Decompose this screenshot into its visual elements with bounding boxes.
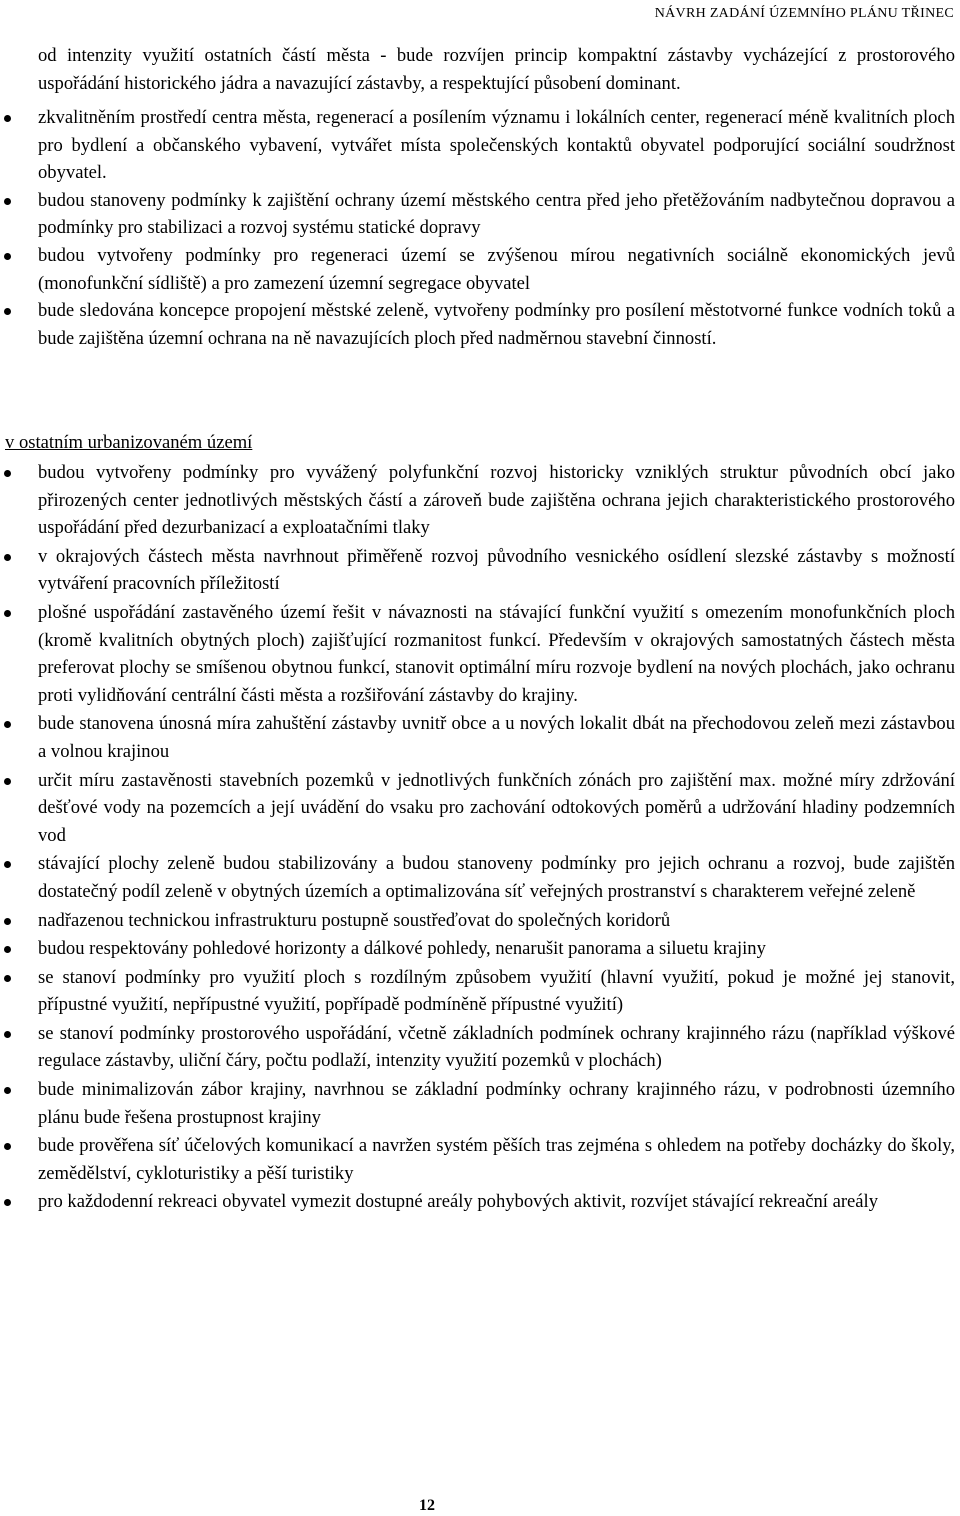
bullet-icon bbox=[4, 308, 11, 315]
bullet-icon bbox=[4, 918, 11, 925]
list-item: plošné uspořádání zastavěného území řešit v návaznosti na stávající funkční využití s omezením monofunkčních ploch (kromě kvalitních obytných ploch) zajišťující rozmanitost funkcí. Především v okrajových samostatných částech města preferovat plochy se smíšenou obytnou funkcí, stanovit optimální míru rozvoje bydlení na nových plochách, jako ochranu proti vylidňování centrální části města a rozšiřování zástavby do krajiny. bbox=[38, 599, 955, 709]
list-item: bude stanovena únosná míra zahuštění zástavby uvnitř obce a u nových lokalit dbát na přechodovou zeleň mezi zástavbou a volnou krajinou bbox=[38, 710, 955, 765]
bullet-icon bbox=[4, 198, 11, 205]
bullet-icon bbox=[4, 610, 11, 617]
section-heading: v ostatním urbanizovaném území bbox=[5, 432, 253, 453]
list-item: nadřazenou technickou infrastrukturu postupně soustřeďovat do společných koridorů bbox=[38, 907, 955, 935]
list-item: bude sledována koncepce propojení městské zeleně, vytvořeny podmínky pro posílení městotvorné funkce vodních toků a bude zajištěna územní ochrana na ně navazujících ploch před nadměrnou stavební činností. bbox=[38, 297, 955, 352]
bullet-icon bbox=[4, 1087, 11, 1094]
bullet-icon bbox=[4, 1031, 11, 1038]
list-item: budou vytvořeny podmínky pro regeneraci území se zvýšenou mírou negativních sociálně ekonomických jevů (monofunkční sídliště) a pro zamezení územní segregace obyvatel bbox=[38, 242, 955, 297]
list-item: určit míru zastavěnosti stavebních pozemků v jednotlivých funkčních zónách pro zajištění max. možné míry zdržování dešťové vody na pozemcích a její uvádění do vsaku pro zachování odtokových poměrů a udržování hladiny podzemních vod bbox=[38, 767, 955, 850]
bullet-icon bbox=[4, 778, 11, 785]
list-item: budou respektovány pohledové horizonty a dálkové pohledy, nenarušit panorama a siluetu krajiny bbox=[38, 935, 955, 963]
intro-paragraph bbox=[38, 42, 955, 97]
bullet-icon bbox=[4, 1199, 11, 1206]
list-item: bude minimalizován zábor krajiny, navrhnou se základní podmínky ochrany krajinného rázu, v podrobnosti územního plánu bude řešena prostupnost krajiny bbox=[38, 1076, 955, 1131]
page-number: 12 bbox=[419, 1497, 435, 1514]
list-item: stávající plochy zeleně budou stabilizovány a budou stanoveny podmínky pro jejich ochranu a rozvoj, bude zajištěn dostatečný podíl zeleně v obytných územích a optimalizována síť veřejných prostranství s charakterem veřejné zeleně bbox=[38, 850, 955, 905]
bullet-list-urbanized bbox=[38, 459, 955, 1217]
list-item: zkvalitněním prostředí centra města, regenerací a posílením významu i lokálních center, regenerací méně kvalitních ploch pro bydlení a občanského vybavení, vytvářet místa společenských kontaktů obyvatel podporující sociální soudržnost obyvatel. bbox=[38, 104, 955, 187]
bullet-icon bbox=[4, 1143, 11, 1150]
bullet-icon bbox=[4, 470, 11, 477]
intro-text: od intenzity využití ostatních částí města - bude rozvíjen princip kompaktní zástavby vycházející z prostorového uspořádání historického jádra a navazující zástavby, a respektující působení dominant. bbox=[38, 45, 955, 94]
bullet-icon bbox=[4, 975, 11, 982]
list-item: budou stanoveny podmínky k zajištění ochrany území městského centra před jeho přetěžováním nadbytečnou dopravou a podmínky pro stabilizaci a rozvoj systému statické dopravy bbox=[38, 187, 955, 242]
bullet-icon bbox=[4, 721, 11, 728]
bullet-icon bbox=[4, 253, 11, 260]
bullet-icon bbox=[4, 946, 11, 953]
bullet-icon bbox=[4, 115, 11, 122]
list-item: bude prověřena síť účelových komunikací a navržen systém pěších tras zejména s ohledem na potřeby docházky do školy, zemědělství, cykloturistiky a pěší turistiky bbox=[38, 1132, 955, 1187]
bullet-icon bbox=[4, 861, 11, 868]
bullet-icon bbox=[4, 554, 11, 561]
list-item: budou vytvořeny podmínky pro vyvážený polyfunkční rozvoj historicky vzniklých struktur původních obcí jako přirozených center jednotlivých městských částí a zároveň bude zajištěna ochrana jejich charakteristického prostorového uspořádání před dezurbanizací a exploatačními tlaky bbox=[38, 459, 955, 542]
list-item: se stanoví podmínky prostorového uspořádání, včetně základních podmínek ochrany krajinného rázu (například výškové regulace zástavby, uliční čáry, počtu podlaží, intenzity využití pozemků v plochách) bbox=[38, 1020, 955, 1075]
list-item: pro každodenní rekreaci obyvatel vymezit dostupné areály pohybových aktivit, rozvíjet stávající rekreační areály bbox=[38, 1188, 955, 1216]
list-item: v okrajových částech města navrhnout přiměřeně rozvoj původního vesnického osídlení slezské zástavby s možností vytváření pracovních příležitostí bbox=[38, 543, 955, 598]
list-item: se stanoví podmínky pro využití ploch s rozdílným způsobem využití (hlavní využití, pokud je možné jej stanovit, přípustné využití, nepřípustné využití, popřípadě podmíněně přípustné využití) bbox=[38, 964, 955, 1019]
bullet-list-center bbox=[38, 104, 955, 352]
document-header: NÁVRH ZADÁNÍ ÚZEMNÍHO PLÁNU TŘINEC bbox=[654, 6, 954, 21]
